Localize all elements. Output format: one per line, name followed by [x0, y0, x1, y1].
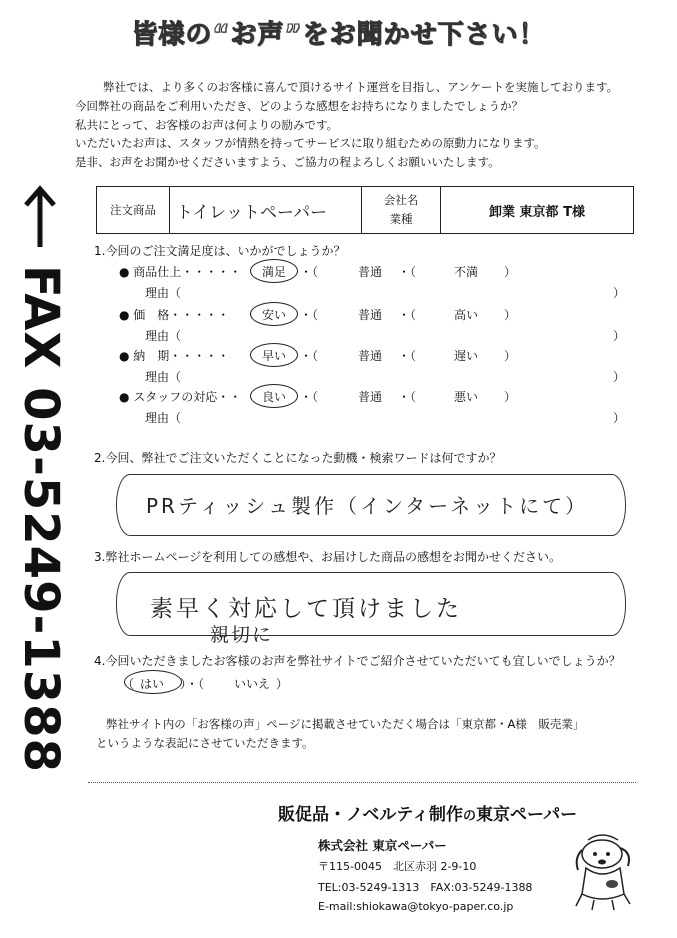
- q1-option: 普通: [358, 390, 383, 404]
- selection-circle: [250, 302, 298, 326]
- tagline-a: 販促品・ノベルティ制作: [278, 805, 463, 825]
- company-email: E-mail:shiokawa@tokyo-paper.co.jp: [318, 900, 514, 913]
- reason-label: 理由（: [145, 411, 182, 425]
- tagline-no: の: [462, 809, 476, 824]
- q1-sep: ・（: [300, 265, 343, 279]
- selection-circle: [250, 384, 298, 408]
- selection-circle: [250, 343, 298, 367]
- q1-sep: ・（: [398, 349, 441, 363]
- company-label-1: 会社名: [383, 193, 419, 207]
- selection-circle: [250, 259, 298, 283]
- reason-close: ）: [613, 370, 626, 384]
- reason-close: ）: [613, 411, 626, 425]
- note-text: [96, 715, 585, 753]
- company-name: 株式会社 東京ペーパー: [318, 838, 447, 853]
- intro-text: [75, 78, 619, 172]
- q2-question: 2.今回、弊社でご注文いただくことになった動機・検索ワードは何ですか？: [94, 451, 502, 465]
- company-value: 卸業 東京都 T様: [441, 187, 634, 234]
- order-table: [96, 186, 634, 234]
- q4-yes: はい: [140, 677, 165, 691]
- page-title: 皆様の“お声”をお聞かせ下さい！: [131, 20, 546, 50]
- q1-option: 不満: [454, 265, 479, 279]
- company-address: 〒115-0045 北区赤羽 2-9-10: [318, 860, 477, 873]
- q3-question: 3.弊社ホームページを利用しての感想や、お届けした商品の感想をお聞かせください。: [94, 550, 561, 564]
- intro-line: 是非、お声をお聞かせくださいますよう、ご協力の程よろしくお願いいたします。: [75, 155, 500, 170]
- product-value: トイレットペーパー: [170, 187, 362, 234]
- reason-label: 理由（: [145, 329, 182, 343]
- intro-line: 今回弊社の商品をご利用いただき、どのような感想をお持ちになりましたでしょうか？: [75, 98, 524, 113]
- q1-sep: ・（: [300, 390, 343, 404]
- q1-close: ）: [480, 265, 517, 279]
- intro-line: いただいたお声は、スタッフが情熱を持ってサービスに取り組むための原動力になります。: [75, 136, 546, 151]
- q1-sep: ・（: [398, 308, 441, 322]
- q1-option: 高い: [454, 308, 479, 322]
- q1-item-label: ● 納 期・・・・・: [119, 349, 230, 363]
- q1-sep: ・（: [398, 265, 441, 279]
- company-label-2: 業種: [389, 212, 413, 226]
- reason-close: ）: [613, 286, 626, 300]
- company-tel-fax: TEL:03-5249-1313 FAX:03-5249-1388: [318, 881, 533, 894]
- company-label: [362, 187, 441, 234]
- q1-option-selected: 満足: [262, 265, 287, 279]
- fax-number: FAX 03-5249-1388: [13, 265, 69, 773]
- q1-close: ）: [480, 349, 517, 363]
- q4-no: いいえ: [234, 677, 271, 691]
- q1-close: ）: [480, 390, 517, 404]
- q3-answer: 素早く対応して頂けました: [150, 596, 462, 622]
- q4-mid: ）・（: [180, 677, 205, 691]
- q1-sep: ・（: [300, 308, 343, 322]
- q1-option: 遅い: [454, 349, 479, 363]
- product-label: 注文商品: [97, 187, 170, 234]
- note-line: というような表記にさせていただきます。: [96, 736, 314, 750]
- q1-option-selected: 早い: [262, 349, 287, 363]
- dog-mascot-icon: [568, 832, 640, 912]
- selection-circle: [124, 670, 182, 694]
- company-tagline: [278, 800, 577, 825]
- q1-question: 1.今回のご注文満足度は、いかがでしょうか？: [94, 244, 346, 258]
- q1-sep: ・（: [398, 390, 441, 404]
- intro-line: 私共にとって、お客様のお声は何よりの励みです。: [75, 117, 339, 132]
- divider: [88, 782, 636, 783]
- q1-close: ）: [480, 308, 517, 322]
- q4-question: 4.今回いただきましたお客様のお声を弊社サイトでご紹介させていただいても宜しいでしょうか？: [94, 654, 621, 668]
- q1-option-selected: 良い: [262, 390, 287, 404]
- q2-answer: PRティッシュ製作（インターネットにて）: [146, 494, 589, 518]
- q4-open: （: [122, 677, 135, 691]
- q1-item-label: ● スタッフの対応・・: [119, 390, 242, 404]
- reason-close: ）: [613, 329, 626, 343]
- up-arrow-icon: [22, 185, 58, 249]
- intro-line: 弊社では、より多くのお客様に喜んで頂けるサイト運営を目指し、アンケートを実施しております。: [103, 80, 619, 94]
- fax-sidebar: [13, 185, 69, 855]
- q1-option: 普通: [358, 265, 383, 279]
- q1-option-selected: 安い: [262, 308, 287, 322]
- reason-label: 理由（: [145, 286, 182, 300]
- q1-sep: ・（: [300, 349, 343, 363]
- note-line: 弊社サイト内の「お客様の声」ページに掲載させていただく場合は「東京都・A様 販売業」: [106, 717, 585, 731]
- q3-insert: 親切に: [210, 624, 274, 646]
- reason-label: 理由（: [145, 370, 182, 384]
- tagline-b: 東京ペーパー: [475, 805, 578, 825]
- q1-item-label: ● 商品仕上・・・・・: [119, 265, 242, 279]
- q1-item-label: ● 価 格・・・・・: [119, 308, 230, 322]
- q4-close: ）: [276, 677, 289, 691]
- q1-option: 普通: [358, 308, 383, 322]
- q1-option: 普通: [358, 349, 383, 363]
- q1-option: 悪い: [454, 390, 479, 404]
